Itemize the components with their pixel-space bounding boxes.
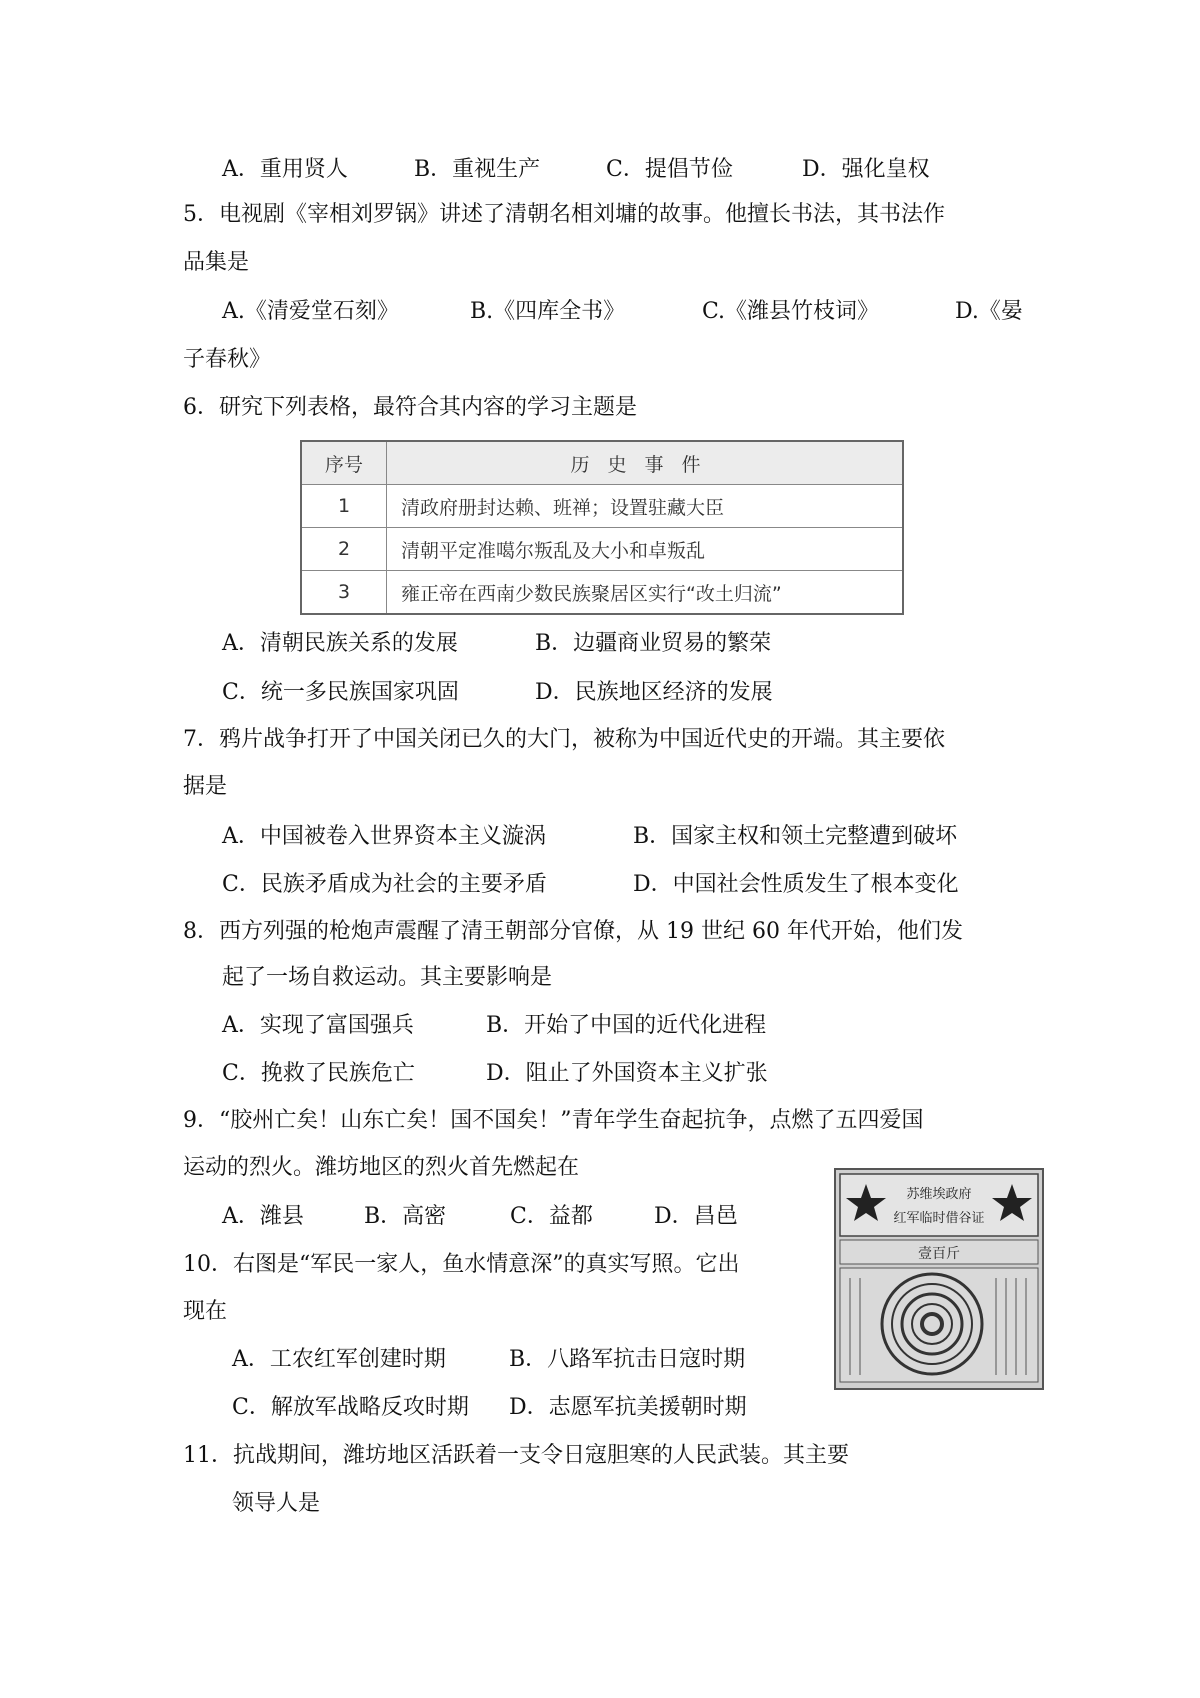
- q8-stem-line1: 8．西方列强的枪炮声震醒了清王朝部分官僚，从 19 世纪 60 年代开始，他们发: [183, 919, 963, 944]
- row-number: 3: [301, 571, 387, 615]
- grain-loan-certificate-image: [834, 1168, 1044, 1390]
- q7-option-a: A．中国被卷入世界资本主义漩涡: [222, 824, 546, 849]
- q8-option-d: D．阻止了外国资本主义扩张: [486, 1061, 768, 1086]
- row-event: 清朝平定准噶尔叛乱及大小和卓叛乱: [387, 528, 904, 571]
- q5-stem-line2: 品集是: [183, 250, 250, 275]
- q7-stem-line2: 据是: [183, 774, 228, 799]
- q4-option-c: C．提倡节俭: [606, 157, 733, 182]
- picture-amount: 壹百斤: [918, 1246, 960, 1262]
- q5-option-b: B.《四库全书》: [470, 299, 626, 324]
- q8-option-b: B．开始了中国的近代化进程: [486, 1013, 767, 1038]
- q5-option-d: D.《晏: [955, 299, 1023, 324]
- header-number: 序号: [301, 441, 387, 485]
- q7-stem-line1: 7．鸦片战争打开了中国关闭已久的大门，被称为中国近代史的开端。其主要依: [183, 727, 945, 752]
- q10-option-c: C．解放军战略反攻时期: [232, 1395, 469, 1420]
- table-row: [301, 528, 903, 571]
- q10-option-b: B．八路军抗击日寇时期: [509, 1347, 746, 1372]
- row-event: 雍正帝在西南少数民族聚居区实行“改土归流”: [387, 571, 904, 615]
- picture-subtitle: 红军临时借谷证: [893, 1211, 985, 1226]
- q5-stem-line1: 5．电视剧《宰相刘罗锅》讲述了清朝名相刘墉的故事。他擅长书法，其书法作: [183, 202, 945, 227]
- q4-option-d: D．强化皇权: [802, 157, 930, 182]
- q8-stem-line2: 起了一场自救运动。其主要影响是: [222, 965, 553, 990]
- q9-option-d: D．昌邑: [654, 1204, 738, 1229]
- q6-stem: 6．研究下列表格，最符合其内容的学习主题是: [183, 395, 637, 420]
- row-number: 2: [301, 528, 387, 571]
- q9-option-a: A．潍县: [222, 1204, 304, 1229]
- q8-option-c: C．挽救了民族危亡: [222, 1061, 415, 1086]
- picture-top-text: 苏维埃政府: [906, 1187, 972, 1202]
- table-row: [301, 571, 903, 615]
- q10-option-d: D．志愿军抗美援朝时期: [509, 1395, 747, 1420]
- q6-option-a: A．清朝民族关系的发展: [222, 631, 458, 656]
- q10-stem-line1: 10．右图是“军民一家人，鱼水情意深”的真实写照。它出: [183, 1252, 740, 1277]
- q7-option-d: D．中国社会性质发生了根本变化: [633, 872, 959, 897]
- table-row: [301, 485, 903, 528]
- q6-option-c: C．统一多民族国家巩固: [222, 680, 459, 705]
- q4-option-b: B．重视生产: [414, 157, 541, 182]
- header-event: 历史事件: [387, 441, 904, 485]
- q4-option-a: A．重用贤人: [222, 157, 348, 182]
- q5-option-d-wrap: 子春秋》: [183, 347, 272, 372]
- q5-option-a: A.《清爱堂石刻》: [222, 299, 399, 324]
- events-table: [300, 440, 904, 615]
- row-number: 1: [301, 485, 387, 528]
- q10-stem-line2: 现在: [183, 1299, 228, 1324]
- q11-stem-line1: 11．抗战期间，潍坊地区活跃着一支令日寇胆寒的人民武装。其主要: [183, 1443, 849, 1468]
- q9-stem-line1: 9．“胶州亡矣！山东亡矣！国不国矣！”青年学生奋起抗争，点燃了五四爱国: [183, 1108, 924, 1133]
- q5-option-c: C.《潍县竹枝词》: [702, 299, 880, 324]
- q7-option-c: C．民族矛盾成为社会的主要矛盾: [222, 872, 547, 897]
- q9-stem-line2: 运动的烈火。潍坊地区的烈火首先燃起在: [183, 1155, 580, 1180]
- table-header-row: [301, 441, 903, 485]
- q7-option-b: B．国家主权和领土完整遭到破坏: [633, 824, 958, 849]
- q11-stem-line2: 领导人是: [232, 1491, 321, 1516]
- q10-option-a: A．工农红军创建时期: [232, 1347, 446, 1372]
- q6-option-b: B．边疆商业贸易的繁荣: [535, 631, 772, 656]
- q8-option-a: A．实现了富国强兵: [222, 1013, 414, 1038]
- row-event: 清政府册封达赖、班禅；设置驻藏大臣: [387, 485, 904, 528]
- q9-option-b: B．高密: [364, 1204, 447, 1229]
- q6-option-d: D．民族地区经济的发展: [535, 680, 773, 705]
- q9-option-c: C．益都: [510, 1204, 593, 1229]
